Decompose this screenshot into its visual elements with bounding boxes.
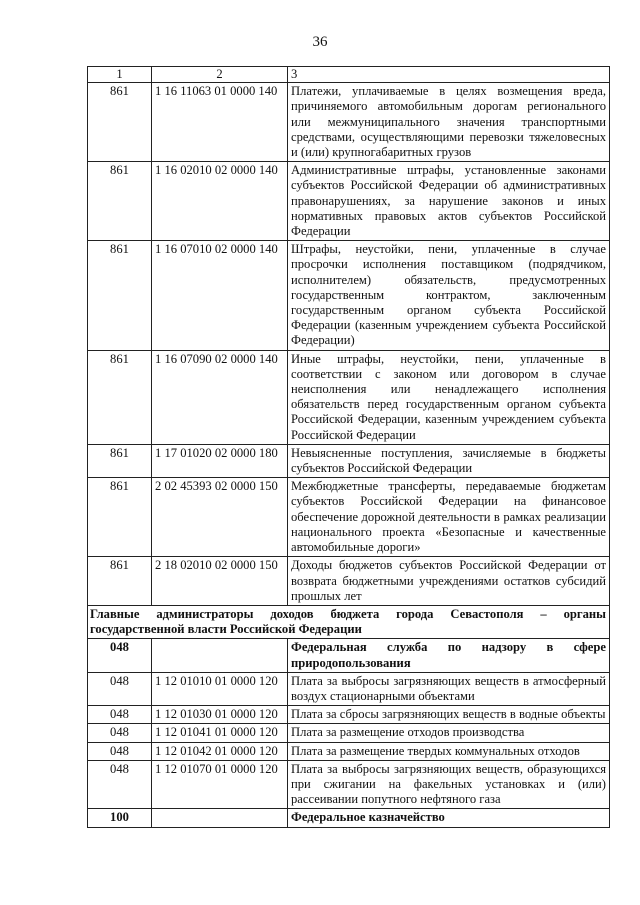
description-cell: Иные штрафы, неустойки, пени, уплаченные в соответствии с законом или договором в случае неисполнения или ненадлежащего исполнения обязательств перед государственным органом субъекта Российской Федерации, казенным учреждением субъекта Российской Федерации [288, 350, 610, 444]
admin-code-cell: 048 [88, 742, 152, 760]
table-row [88, 639, 610, 672]
table-row [88, 760, 610, 809]
admin-code-cell: 100 [88, 809, 152, 827]
revenue-administrators-table [87, 66, 610, 828]
description-cell: Штрафы, неустойки, пени, уплаченные в случае просрочки исполнения поставщиком (подрядчиком, исполнителем) обязательств, предусмотренных государственным контрактом, заключенным государственным органом субъекта Российской Федерации (казенным учреждением субъекта Российской Федерации) [288, 241, 610, 350]
admin-code-cell: 048 [88, 639, 152, 672]
table-row [88, 809, 610, 827]
table-row [88, 478, 610, 557]
admin-code-cell: 861 [88, 241, 152, 350]
section-heading-row [88, 605, 610, 638]
table-row [88, 444, 610, 477]
admin-code-cell: 861 [88, 557, 152, 606]
description-cell: Плата за размещение отходов производства [288, 724, 610, 742]
budget-code-cell: 1 12 01041 01 0000 120 [152, 724, 288, 742]
description-cell: Невыясненные поступления, зачисляемые в бюджеты субъектов Российской Федерации [288, 444, 610, 477]
table-row [88, 706, 610, 724]
budget-code-cell: 1 16 02010 02 0000 140 [152, 162, 288, 241]
description-cell: Плата за размещение твердых коммунальных отходов [288, 742, 610, 760]
budget-code-cell: 1 12 01070 01 0000 120 [152, 760, 288, 809]
admin-code-cell: 861 [88, 444, 152, 477]
description-cell: Федеральная служба по надзору в сфере природопользования [288, 639, 610, 672]
description-cell: Административные штрафы, установленные законами субъектов Российской Федерации об административных правонарушениях, за нарушение законов и иных нормативных правовых актов субъектов Российской Федерации [288, 162, 610, 241]
header-col-1: 1 [88, 67, 152, 83]
admin-code-cell: 048 [88, 760, 152, 809]
admin-code-cell: 861 [88, 478, 152, 557]
budget-code-cell: 1 17 01020 02 0000 180 [152, 444, 288, 477]
header-col-3: 3 [288, 67, 610, 83]
admin-code-cell: 861 [88, 83, 152, 162]
page-number: 36 [312, 34, 328, 50]
description-cell: Плата за выбросы загрязняющих веществ в атмосферный воздух стационарными объектами [288, 672, 610, 705]
description-cell: Платежи, уплачиваемые в целях возмещения вреда, причиняемого автомобильным дорогам регионального или межмуниципального значения транспортными средствами, осуществляющими перевозки тяжеловесных и (или) крупногабаритных грузов [288, 83, 610, 162]
budget-code-cell: 1 16 07090 02 0000 140 [152, 350, 288, 444]
header-col-2: 2 [152, 67, 288, 83]
budget-code-cell: 1 12 01042 01 0000 120 [152, 742, 288, 760]
table-row [88, 557, 610, 606]
table-row [88, 162, 610, 241]
table-body [88, 67, 610, 828]
description-cell: Доходы бюджетов субъектов Российской Федерации от возврата бюджетными учреждениями остатков субсидий прошлых лет [288, 557, 610, 606]
budget-code-cell [152, 809, 288, 827]
table-header-row [88, 67, 610, 83]
budget-code-cell [152, 639, 288, 672]
description-cell: Федеральное казначейство [288, 809, 610, 827]
table-row [88, 724, 610, 742]
table-row [88, 672, 610, 705]
admin-code-cell: 861 [88, 350, 152, 444]
table-row [88, 742, 610, 760]
section-heading: Главные администраторы доходов бюджета города Севастополя – органы государственной власти Российской Федерации [88, 605, 610, 638]
description-cell: Плата за сбросы загрязняющих веществ в водные объекты [288, 706, 610, 724]
budget-code-cell: 1 16 11063 01 0000 140 [152, 83, 288, 162]
budget-code-cell: 2 02 45393 02 0000 150 [152, 478, 288, 557]
budget-code-cell: 1 12 01010 01 0000 120 [152, 672, 288, 705]
admin-code-cell: 048 [88, 724, 152, 742]
admin-code-cell: 861 [88, 162, 152, 241]
table-row [88, 83, 610, 162]
description-cell: Плата за выбросы загрязняющих веществ, образующихся при сжигании на факельных установках и (или) рассеивании попутного нефтяного газа [288, 760, 610, 809]
admin-code-cell: 048 [88, 672, 152, 705]
budget-code-cell: 2 18 02010 02 0000 150 [152, 557, 288, 606]
table-row [88, 241, 610, 350]
admin-code-cell: 048 [88, 706, 152, 724]
budget-code-cell: 1 12 01030 01 0000 120 [152, 706, 288, 724]
description-cell: Межбюджетные трансферты, передаваемые бюджетам субъектов Российской Федерации на финансовое обеспечение дорожной деятельности в рамках реализации национального проекта «Безопасные и качественные автомобильные дороги» [288, 478, 610, 557]
budget-code-cell: 1 16 07010 02 0000 140 [152, 241, 288, 350]
table-row [88, 350, 610, 444]
